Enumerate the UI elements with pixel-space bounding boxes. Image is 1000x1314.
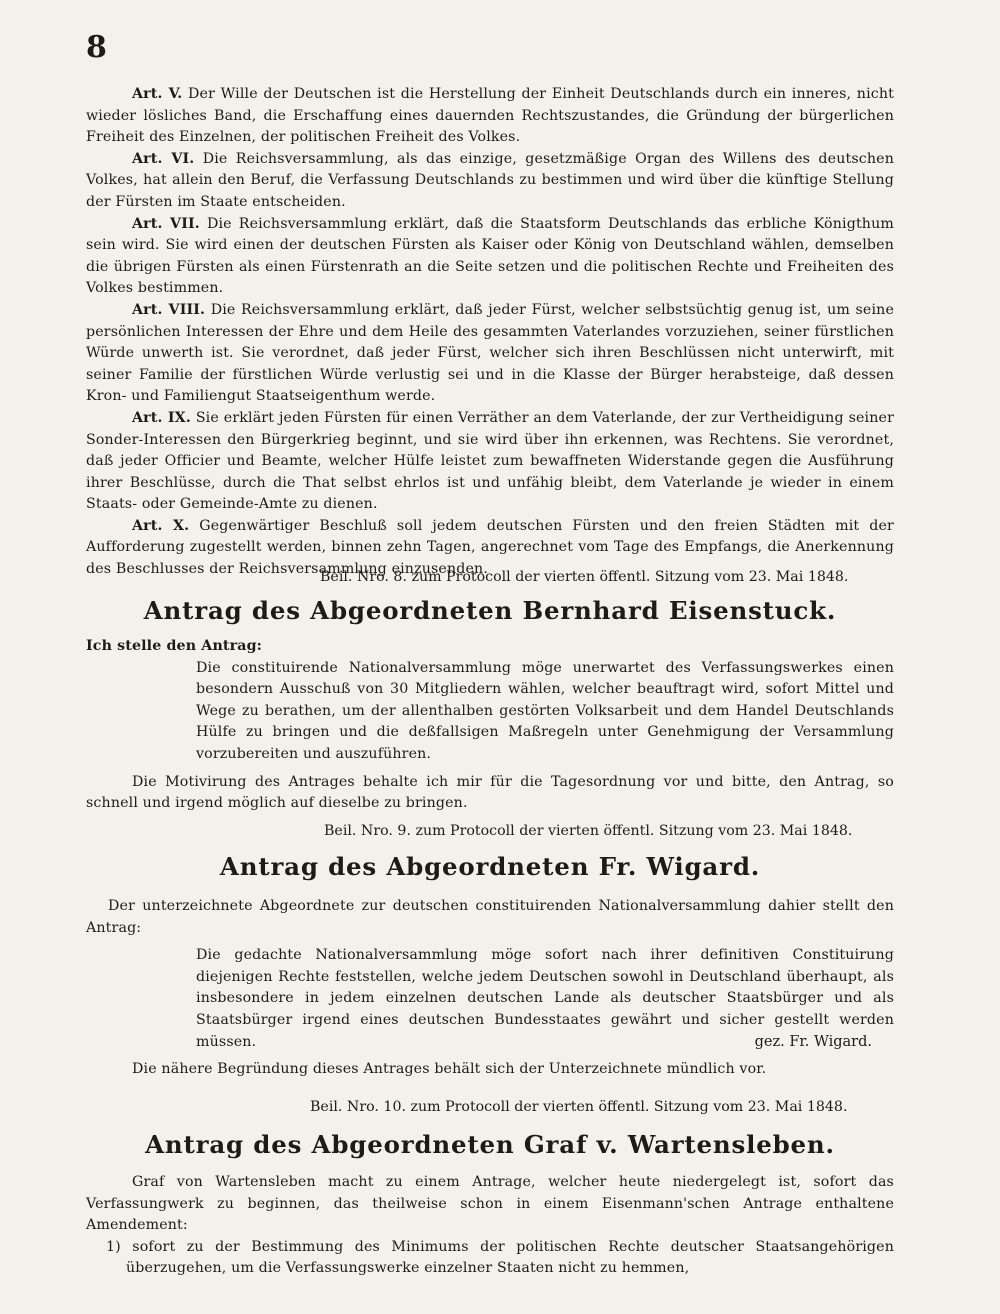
beilage-9-signature: gez. Fr. Wigard. [754,1034,872,1050]
beilage-9-heading: Antrag des Abgeordneten Fr. Wigard. [219,852,761,881]
beilage-10-body [86,1172,894,1280]
beilage-10-intro: Graf von Wartensleben macht zu einem Antrage, welcher heute niedergelegt ist, sofort das Verfassungwerk zu beginnen, das theilweise schon in einem Eisenmann'schen Antrage enthaltene Amendement: [86,1174,894,1234]
article-v: Art. V. Der Wille der Deutschen ist die Herstellung der Einheit Deutschlands durch ein inneres, nicht wieder lösliches Band, die Erschaffung eines dauernden Rechtszustandes, die Gründung der bürgerlichen Freiheit des Einzelnen, der politischen Freiheit des Volkes. [86,86,894,146]
article-ix: Art. IX. Sie erklärt jeden Fürsten für einen Verräther an dem Vaterlande, der zur Vertheidigung seiner Sonder-Interessen den Bürgerkrieg beginnt, und sie wird über ihn erkennen, was Rechtens. Sie verordnet, daß jeder Officier und Beamte, welcher Hülfe leistet zum bewaffneten Widerstande gegen die Ausführung ihrer Beschlüsse, durch die That selbst ehrlos ist und unfähig bleibt, dem Vaterlande je wieder in einem Staats- oder Gemeinde-Amte zu dienen. [86,409,895,513]
page-number: 8 [86,30,107,65]
beilage-10-item-1: 1) sofort zu der Bestimmung des Minimums der politischen Rechte deutscher Staatsangehörigen überzugehen, um die Verfassungswerke einzelner Staaten nicht zu hemmen, [106,1238,894,1277]
beilage-9-intro: Der unterzeichnete Abgeordnete zur deutschen constituirenden Nationalversammlung dahier stellt den Antrag: [86,898,894,936]
beilage-8-motion: Die constituirende Nationalversammlung möge unerwartet des Verfassungswerkes einen besondern Ausschuß von 30 Mitgliedern wählen, welcher beauftragt wird, sofort Mittel und Wege zu berathen, um der allenthalben gestörten Volksarbeit und dem Handel Deutschlands Hülfe zu bringen und die deßfallsigen Maßregeln unter Genehmigung der Versammlung vorzubereiten und auszuführen. [196,659,894,762]
beilage-9-closing: Die nähere Begründung dieses Antrages behält sich der Unterzeichnete mündlich vor. [132,1061,767,1078]
beilage-8-closing: Die Motivirung des Antrages behalte ich mir für die Tagesordnung vor und bitte, den Antrag, so schnell und irgend möglich auf dieselbe zu bringen. [86,773,894,812]
beilage-10-heading: Antrag des Abgeordneten Graf v. Wartensleben. [145,1130,835,1159]
article-viii: Art. VIII. Die Reichsversammlung erklärt, daß jeder Fürst, welcher selbstsüchtig genug ist, um seine persönlichen Interessen der Ehre und dem Heile des gesammten Vaterlandes vorzuziehen, seiner fürstlichen Würde unwerth ist. Sie verordnet, daß jeder Fürst, welcher sich ihren Beschlüssen nicht unterwirft, mit seiner Familie der fürstlichen Würde verlustig sei und in die Klasse der Bürger herabsteige, daß dessen Kron- und Familiengut Staatseigenthum werde. [86,301,894,405]
article-vi: Art. VI. Die Reichsversammlung, als das einzige, gesetzmäßige Organ des Willens des deutschen Volkes, hat allein den Beruf, die Verfassung Deutschlands zu bestimmen und wird über die künftige Stellung der Fürsten im Staate entscheiden. [86,150,894,210]
beilage-9-line: Beil. Nro. 9. zum Protocoll der vierten öffentl. Sitzung vom 23. Mai 1848. [324,823,853,839]
beilage-8-heading: Antrag des Abgeordneten Bernhard Eisenstuck. [143,596,837,625]
beilage-9-motion: Die gedachte Nationalversammlung möge sofort nach ihrer definitiven Constituirung diejenigen Rechte feststellen, welche jedem Deutschen sowohl in Deutschland überhaupt, als insbesondere in jedem einzelnen deutschen Lande als deutscher Staatsbürger und als Staatsbürger irgend eines deutschen Bundesstaates gewährt und sicher gestellt werden müssen. [196,947,894,1050]
beilage-9-body [86,896,894,1081]
beilage-8-line: Beil. Nro. 8. zum Protocoll der vierten öffentl. Sitzung vom 23. Mai 1848. [320,569,849,585]
article-vii: Art. VII. Die Reichsversammlung erklärt, daß die Staatsform Deutschlands das erbliche Königthum sein wird. Sie wird einen der deutschen Fürsten als Kaiser oder König von Deutschland wählen, demselben die übrigen Fürsten als einen Fürstenrath an die Seite setzen und die politischen Rechte und Freiheiten des Volkes bestimmen. [86,215,894,297]
beilage-8-body [86,636,894,815]
beilage-8-intro: Ich stelle den Antrag: [86,638,263,654]
beilage-10-line: Beil. Nro. 10. zum Protocoll der vierten öffentl. Sitzung vom 23. Mai 1848. [310,1099,848,1115]
article-x: Art. X. Gegenwärtiger Beschluß soll jedem deutschen Fürsten und den freien Städten mit der Aufforderung zugestellt werden, binnen zehn Tagen, angerechnet vom Tage des Empfangs, die Anerkennung des Beschlusses der Reichsversammlung einzusenden. [86,517,894,578]
articles-section [86,84,894,581]
